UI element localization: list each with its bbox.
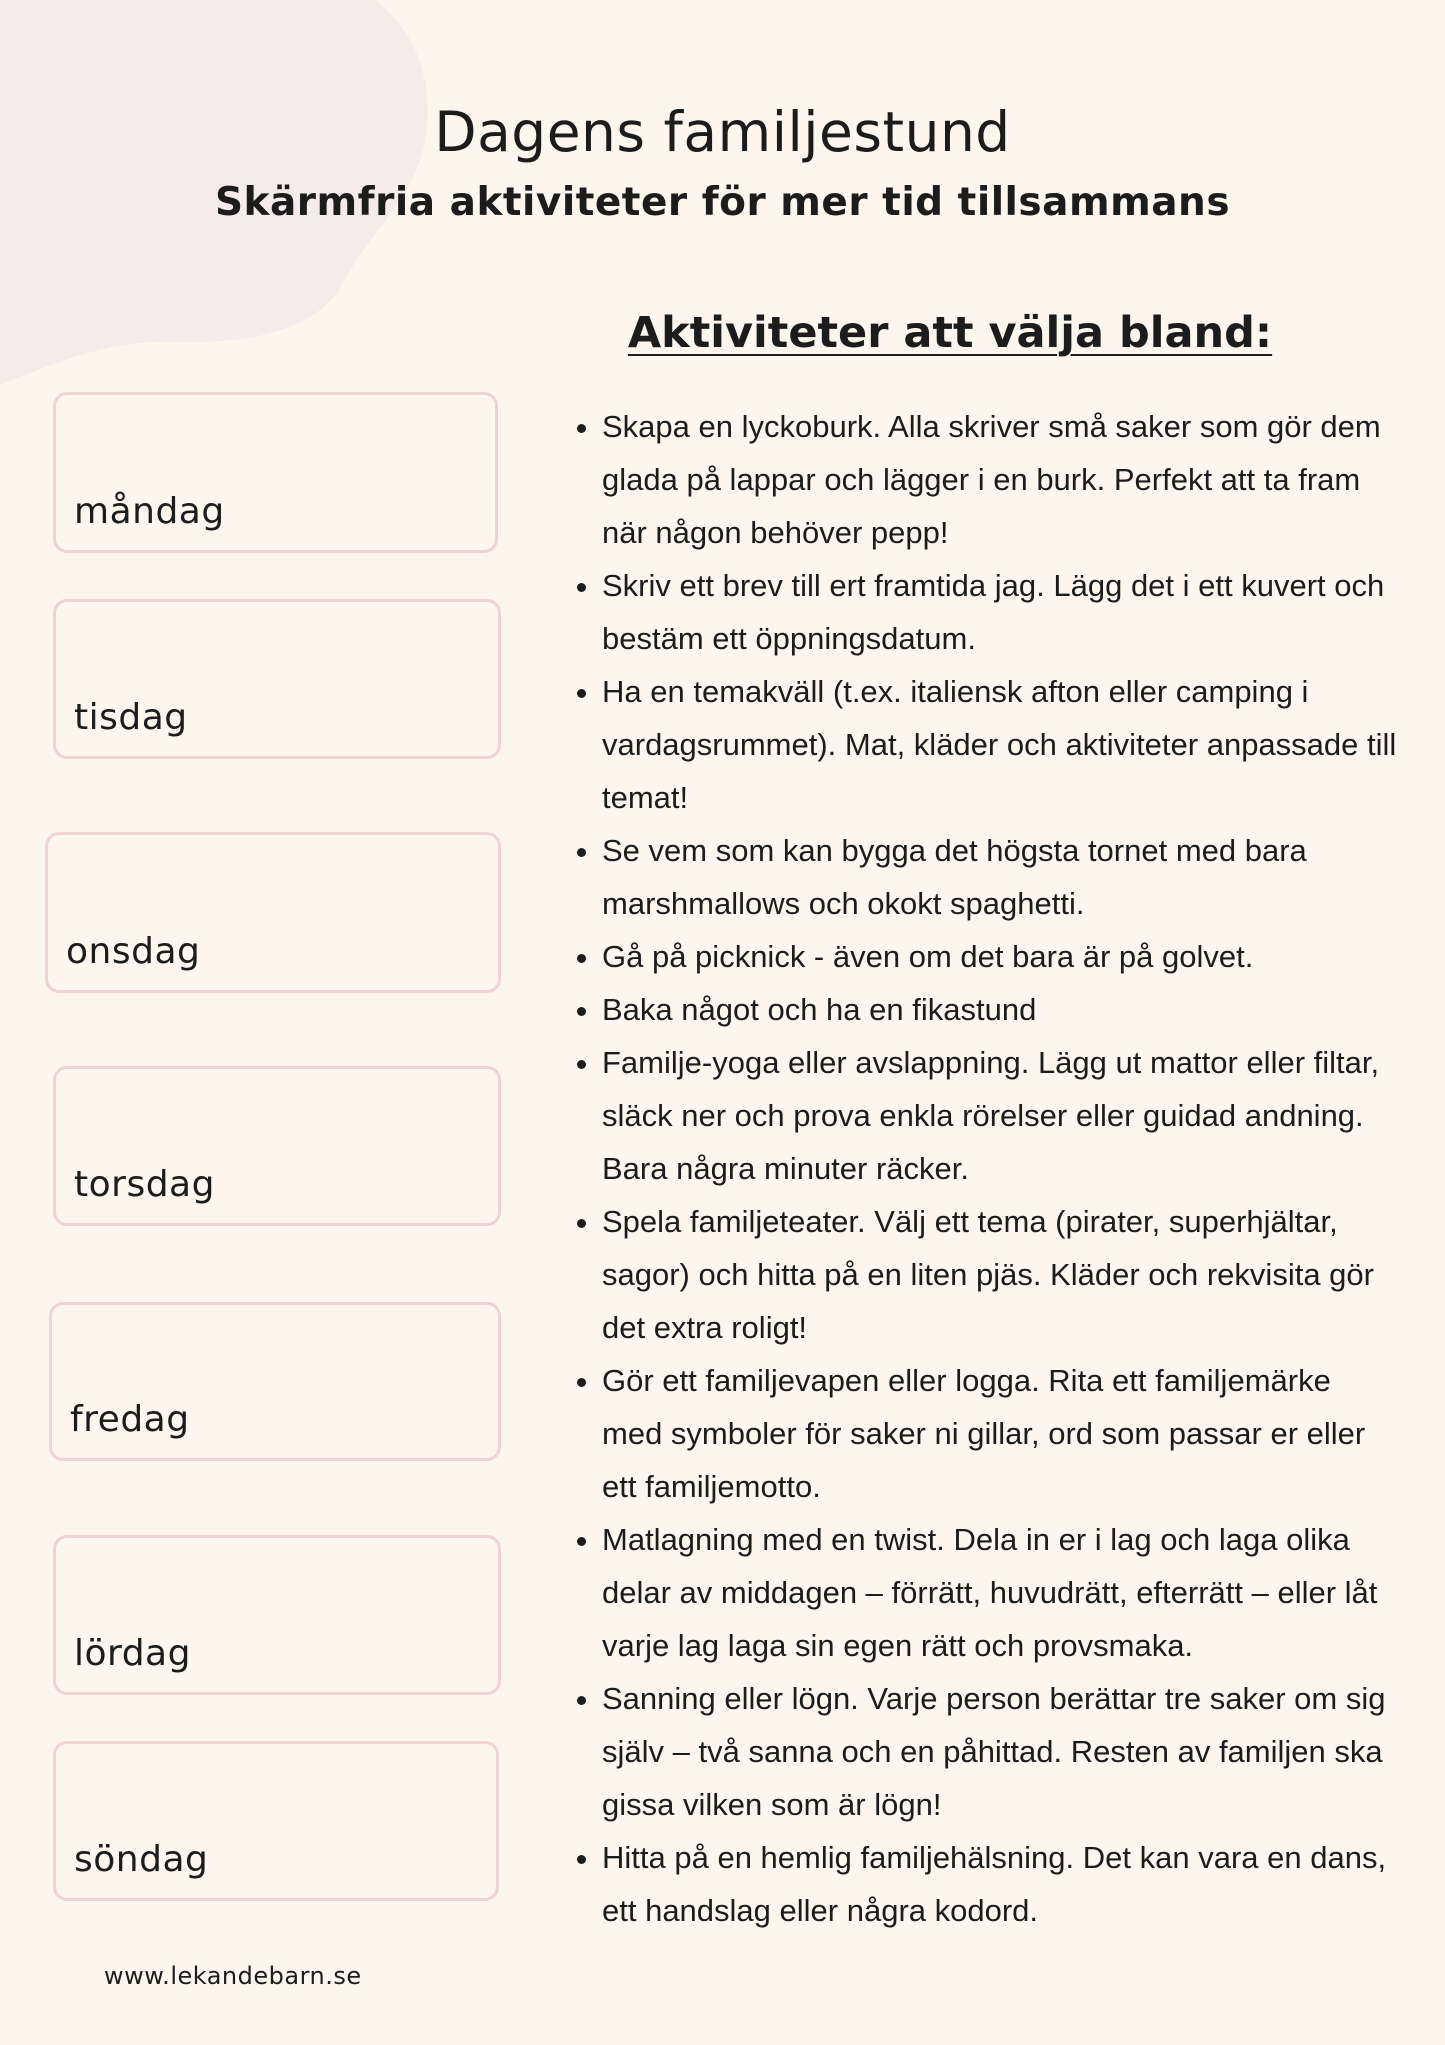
day-box-sunday[interactable] <box>53 1741 499 1901</box>
day-label: måndag <box>74 491 225 532</box>
list-item: • Se vem som kan bygga det högsta tornet med bara marshmallows och okokt spaghetti. <box>602 824 1397 930</box>
day-box-thursday[interactable] <box>53 1066 501 1226</box>
day-label: torsdag <box>74 1164 215 1205</box>
list-item: • Baka något och ha en fikastund <box>602 983 1397 1036</box>
list-item: • Skriv ett brev till ert framtida jag. Lägg det i ett kuvert och bestäm ett öppningsdatum. <box>602 559 1397 665</box>
list-item: • Gå på picknick - även om det bara är på golvet. <box>602 930 1397 983</box>
page-title: Dagens familjestund <box>434 100 1011 164</box>
list-item: • Ha en temakväll (t.ex. italiensk afton eller camping i vardagsrummet). Mat, kläder och aktiviteter anpassade till temat! <box>602 665 1397 824</box>
footer-url: www.lekandebarn.se <box>104 1962 362 1990</box>
page-subtitle: Skärmfria aktiviteter för mer tid tillsammans <box>214 180 1231 225</box>
list-item: • Hitta på en hemlig familjehälsning. Det kan vara en dans, ett handslag eller några kodord. <box>602 1831 1397 1937</box>
day-box-wednesday[interactable] <box>45 832 501 993</box>
day-box-saturday[interactable] <box>53 1535 501 1695</box>
list-item: • Familje-yoga eller avslappning. Lägg ut mattor eller filtar, släck ner och prova enkla rörelser eller guidad andning. Bara några minuter räcker. <box>602 1036 1397 1195</box>
day-box-friday[interactable] <box>49 1302 501 1461</box>
list-item: • Sanning eller lögn. Varje person berättar tre saker om sig själv – två sanna och en påhittad. Resten av familjen ska gissa vilken som är lögn! <box>602 1672 1397 1831</box>
activities-heading: Aktiviteter att välja bland: <box>627 308 1273 358</box>
list-item: • Skapa en lyckoburk. Alla skriver små saker som gör dem glada på lappar och lägger i en burk. Perfekt att ta fram när någon behöver pepp! <box>602 400 1397 559</box>
list-item: • Matlagning med en twist. Dela in er i lag och laga olika delar av middagen – förrätt, huvudrätt, efterrätt – eller låt varje lag laga sin egen rätt och provsmaka. <box>602 1513 1397 1672</box>
day-label: tisdag <box>74 697 188 738</box>
list-item: • Gör ett familjevapen eller logga. Rita ett familjemärke med symboler för saker ni gillar, ord som passar er eller ett familjemotto. <box>602 1354 1397 1513</box>
day-label: söndag <box>74 1839 209 1880</box>
list-item: • Spela familjeteater. Välj ett tema (pirater, superhjältar, sagor) och hitta på en liten pjäs. Kläder och rekvisita gör det extra roligt! <box>602 1195 1397 1354</box>
activity-list <box>570 400 1397 1937</box>
day-label: lördag <box>74 1633 191 1674</box>
day-box-monday[interactable] <box>53 392 498 553</box>
day-label: fredag <box>70 1399 190 1440</box>
day-box-tuesday[interactable] <box>53 599 501 759</box>
day-label: onsdag <box>66 931 201 972</box>
